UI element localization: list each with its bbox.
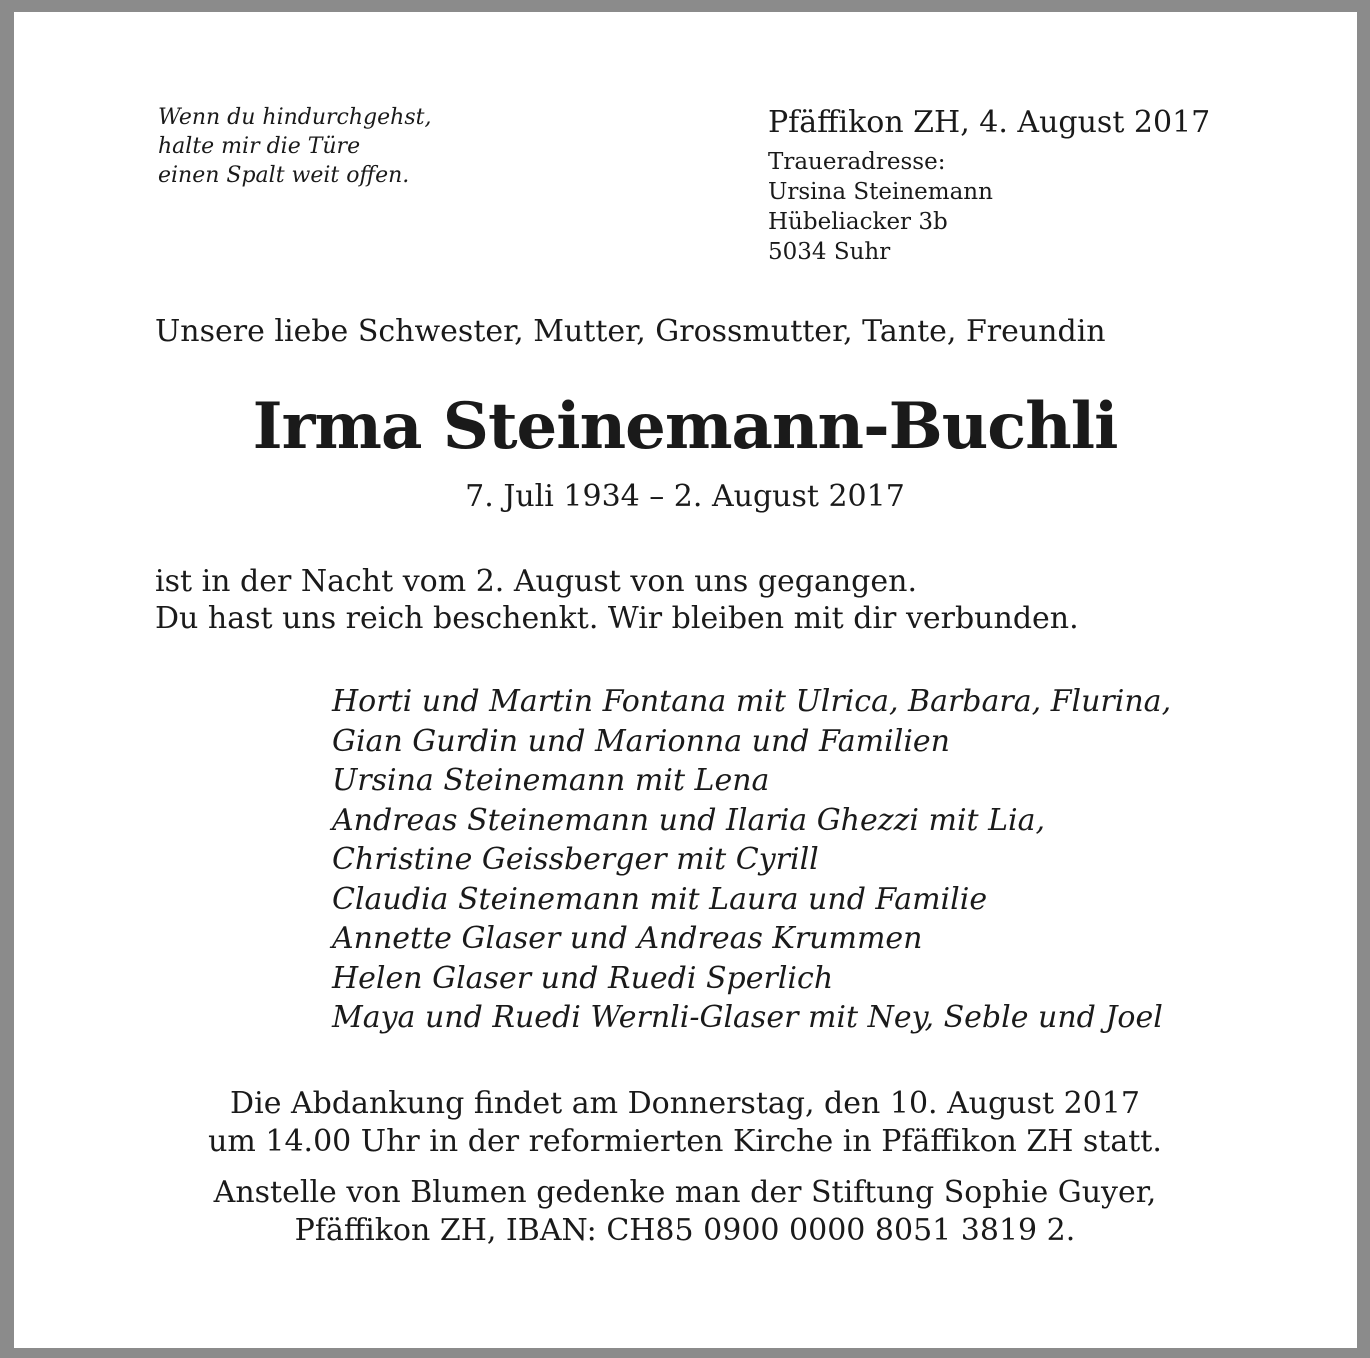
place-and-date: Pfäffikon ZH, 4. August 2017: [768, 105, 1211, 140]
intro-line: Unsere liebe Schwester, Mutter, Grossmutter, Tante, Freundin: [155, 314, 1106, 349]
mourner-line: Maya und Ruedi Wernli-Glaser mit Ney, Seble und Joel: [332, 1000, 1163, 1035]
mourner-line: Helen Glaser und Ruedi Sperlich: [332, 960, 834, 996]
mourner-line: Annette Glaser und Andreas Krummen: [332, 921, 923, 956]
mourner-line: Claudia Steinemann mit Laura und Familie: [332, 881, 988, 917]
address-line: Hübeliacker 3b: [768, 209, 948, 235]
address-line: 5034 Suhr: [768, 239, 891, 265]
deceased-name: Irma Steinemann-Buchli: [252, 389, 1118, 464]
ceremony-line: um 14.00 Uhr in der reformierten Kirche in Pfäffikon ZH statt.: [208, 1124, 1162, 1159]
mourner-line: Horti und Martin Fontana mit Ulrica, Barbara, Flurina,: [332, 684, 1172, 719]
mourner-line: Christine Geissberger mit Cyrill: [332, 842, 819, 877]
address-line: Ursina Steinemann: [768, 179, 993, 205]
window-frame-top: [0, 0, 1370, 12]
address-line: Traueradresse:: [768, 149, 946, 175]
mourner-line: Ursina Steinemann mit Lena: [332, 763, 770, 798]
funeral-service-notice: [0, 1085, 1370, 1161]
mourning-address: [768, 147, 993, 267]
donation-notice: [0, 1174, 1370, 1250]
donation-line: Pfäffikon ZH, IBAN: CH85 0900 0000 8051 3819 2.: [294, 1213, 1076, 1248]
donation-line: Anstelle von Blumen gedenke man der Stiftung Sophie Guyer,: [213, 1175, 1157, 1210]
message-line: Du hast uns reich beschenkt. Wir bleiben mit dir verbunden.: [155, 601, 1079, 636]
mourner-line: Andreas Steinemann und Ilaria Ghezzi mit Lia,: [332, 802, 1046, 838]
mourners-list: [332, 682, 1171, 1038]
farewell-message: [155, 563, 1079, 637]
motto-line: einen Spalt weit offen.: [158, 163, 410, 188]
message-line: ist in der Nacht vom 2. August von uns gegangen.: [155, 564, 917, 599]
mourner-line: Gian Gurdin und Marionna und Familien: [332, 723, 950, 759]
motto-line: Wenn du hindurchgehst,: [158, 105, 432, 130]
motto-line: halte mir die Türe: [158, 134, 361, 159]
window-frame-bottom: [0, 1348, 1370, 1358]
ceremony-line: Die Abdankung findet am Donnerstag, den 10. August 2017: [230, 1086, 1140, 1121]
life-dates: 7. Juli 1934 – 2. August 2017: [465, 479, 905, 514]
motto-quote: [158, 103, 538, 190]
